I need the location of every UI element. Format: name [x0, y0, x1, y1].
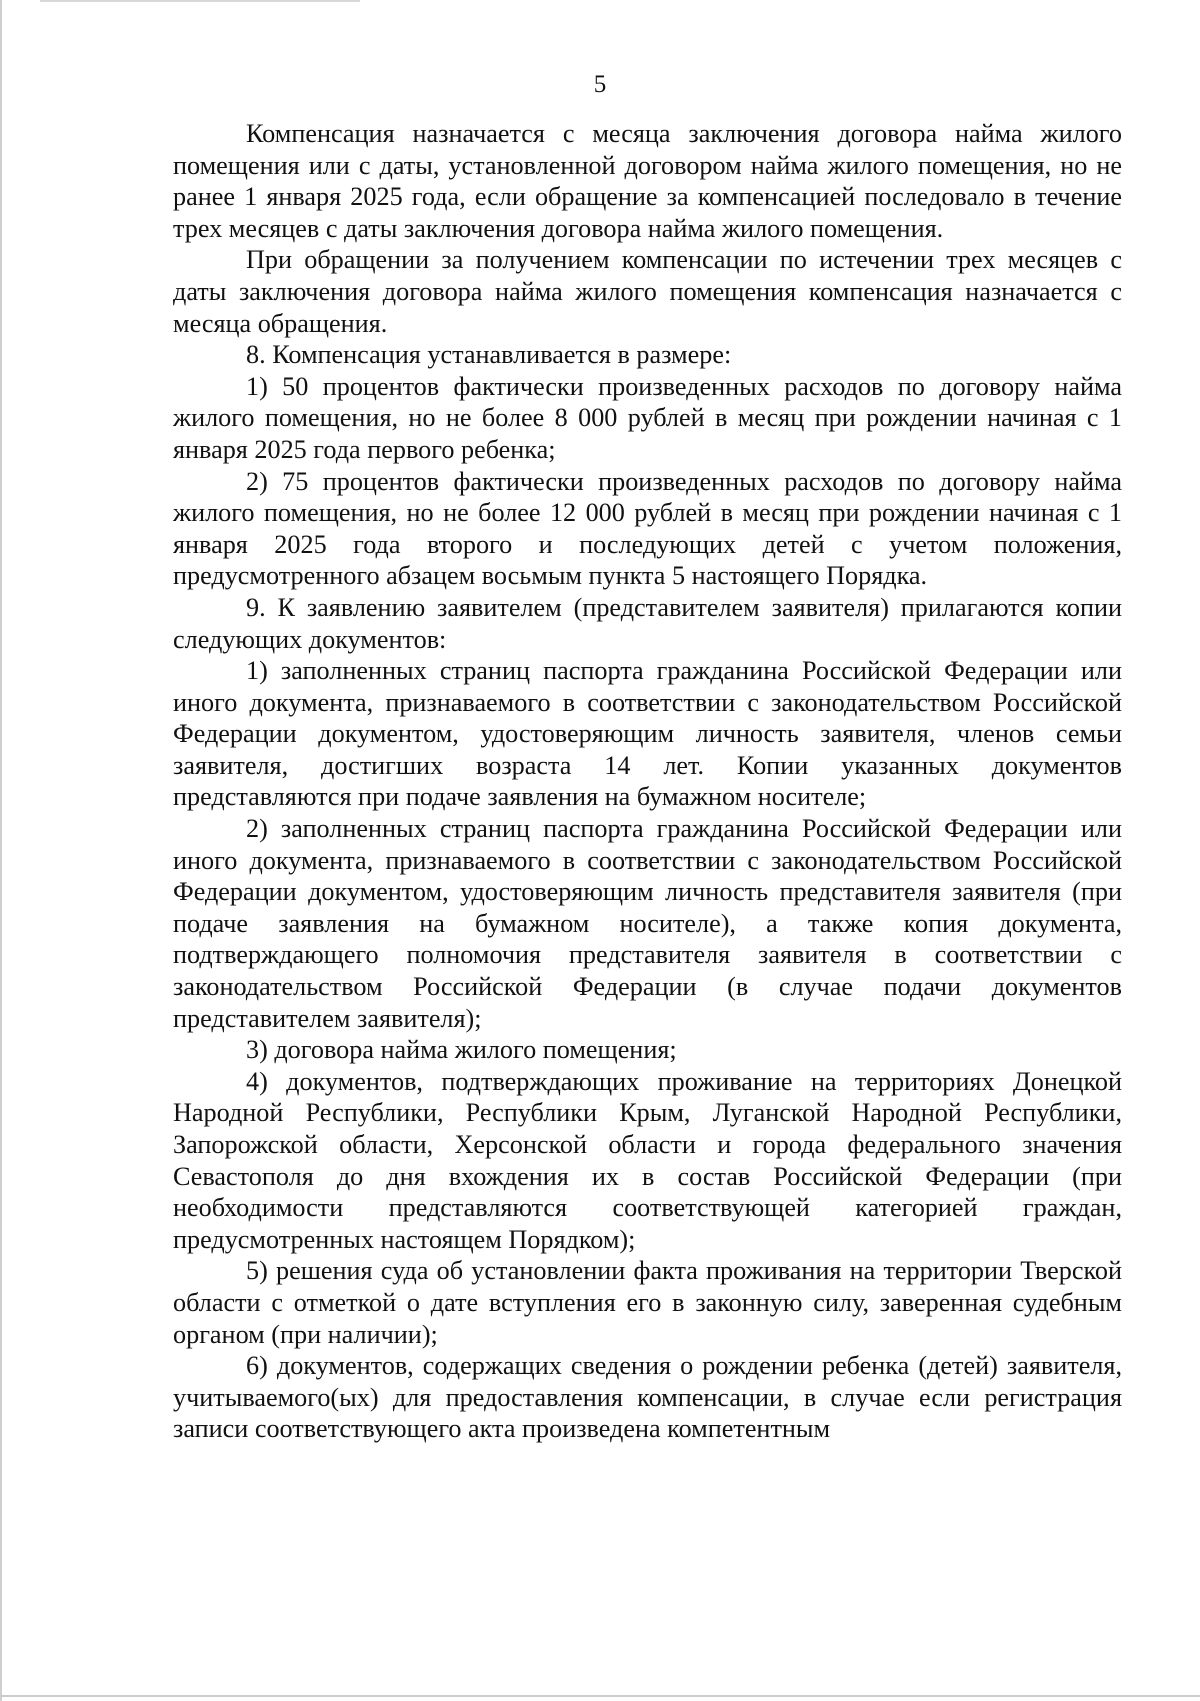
paragraph-item-9-4: 4) документов, подтверждающих проживание на территориях Донецкой Народной Республики, Республики Крым, Луганской Народной Республики, Запорожской области, Херсонской области и города федерального значения Севастополя до дня вхождения их в состав Российской Федерации (при необходимости представляются соответствующей категорией граждан, предусмотренных настоящем Порядком);: [173, 1066, 1122, 1254]
page-number: 5: [593, 71, 607, 98]
paragraph-item-9: 9. К заявлению заявителем (представителем заявителя) прилагаются копии следующих документов:: [173, 592, 1122, 654]
paragraph-item-9-3: 3) договора найма жилого помещения;: [246, 1035, 677, 1065]
paragraph-late-application: При обращении за получением компенсации по истечении трех месяцев с даты заключения договора найма жилого помещения компенсация назначается с месяца обращения.: [173, 245, 1122, 338]
paragraph-item-9-5: 5) решения суда об установлении факта проживания на территории Тверской области с отметкой о дате вступления его в законную силу, заверенная судебным органом (при наличии);: [173, 1256, 1122, 1349]
paragraph-item-9-1: 1) заполненных страниц паспорта гражданина Российской Федерации или иного документа, признаваемого в соответствии с законодательством Российской Федерации документом, удостоверяющим личность заявителя, членов семьи заявителя, достигших возраста 14 лет. Копии указанных документов представляются при подаче заявления на бумажном носителе;: [173, 656, 1122, 812]
paragraph-item-8-1: 1) 50 процентов фактически произведенных расходов по договору найма жилого помещения, но не более 8 000 рублей в месяц при рождении начиная с 1 января 2025 года первого ребенка;: [173, 371, 1122, 464]
paragraph-item-9-6: 6) документов, содержащих сведения о рождении ребенка (детей) заявителя, учитываемого(ых) для предоставления компенсации, в случае если регистрация записи соответствующего акта произведена компетентным: [173, 1351, 1122, 1444]
document-body: [173, 118, 1122, 1445]
paragraph-item-8-2: 2) 75 процентов фактически произведенных расходов по договору найма жилого помещения, но не более 12 000 рублей в месяц при рождении начиная с 1 января 2025 года второго и последующих детей с учетом положения, предусмотренного абзацем восьмым пункта 5 настоящего Порядка.: [173, 466, 1122, 591]
scan-top-edge: [40, 0, 360, 2]
scan-left-edge: [0, 0, 2, 1701]
scan-bottom-edge: [0, 1695, 1200, 1697]
paragraph-item-9-2: 2) заполненных страниц паспорта гражданина Российской Федерации или иного документа, признаваемого в соответствии с законодательством Российской Федерации документом, удостоверяющим личность представителя заявителя (при подаче заявления на бумажном носителе), а также копия документа, подтверждающего полномочия представителя заявителя в соответствии с законодательством Российской Федерации (в случае подачи документов представителем заявителя);: [173, 814, 1122, 1033]
paragraph-item-8: 8. Компенсация устанавливается в размере:: [246, 340, 732, 370]
paragraph-compensation-start: Компенсация назначается с месяца заключения договора найма жилого помещения или с даты, установленной договором найма жилого помещения, но не ранее 1 января 2025 года, если обращение за компенсацией последовало в течение трех месяцев с даты заключения договора найма жилого помещения.: [173, 119, 1122, 243]
